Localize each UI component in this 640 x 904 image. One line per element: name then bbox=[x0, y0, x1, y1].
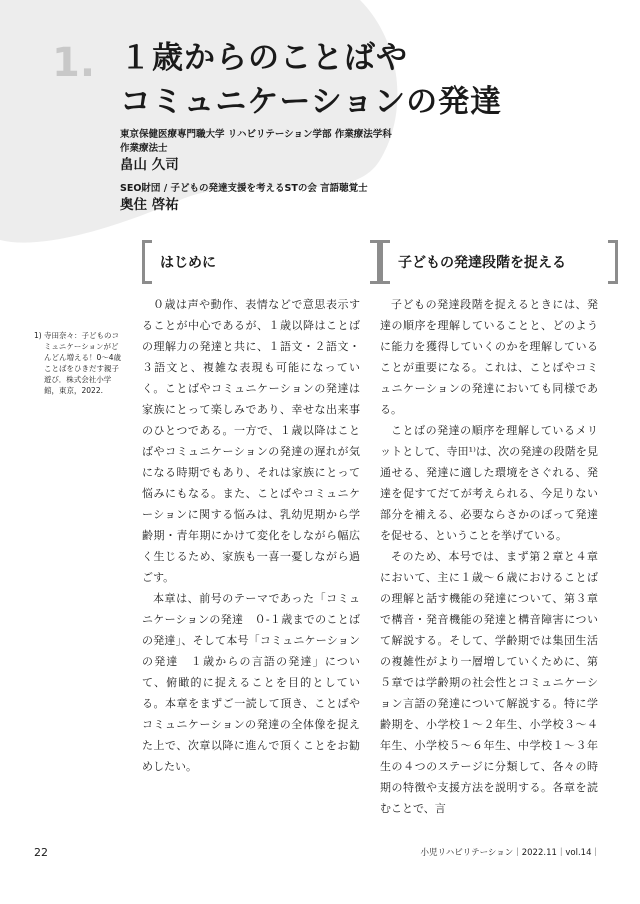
body-column-1 bbox=[142, 294, 360, 777]
author-name: 奥住 啓祐 bbox=[120, 197, 179, 213]
body-column-2 bbox=[380, 294, 598, 819]
footnote-text: 寺田奈々：子どものコミュニケーションがどんどん増える！0～4歳 ことばをひきだす親子遊び．株式会社小学館，東京，2022. bbox=[44, 331, 129, 395]
author-name: 畠山 久司 bbox=[120, 157, 179, 173]
paragraph: ０歳は声や動作、表情などで意思表示することが中心であるが、１歳以降はことばの理解力の発達と共に、１語文・２語文・３語文と、複雑な表現も可能になっていく。ことばやコミュニケーションの発達は家族にとって楽しみであり、幸せな出来事のひとつである。一方で、１歳以降はことばやコミュニケーションの発達の遅れが気になる時期でもあり、それは家族にとって悩みにもなる。また、ことばやコミュニケーションに関する悩みは、乳幼児期から学齢期・青年期にかけて変化をしながら幅広く生じるため、家族も一喜一憂しながら過ごす。 bbox=[142, 298, 360, 584]
author-block-1 bbox=[120, 128, 400, 174]
bracket-left bbox=[380, 240, 390, 284]
paragraph: ことばの発達の順序を理解しているメリットとして、寺田¹⁾は、次の発達の段階を見通せる、発達に適した環境をさぐれる、発達を促すてだてが考えられる、今足りない部分を補える、必要ならさかのぼって発達を促せる、ということを挙げている。 bbox=[380, 424, 598, 542]
chapter-title bbox=[120, 36, 502, 124]
author-affiliation-role: 作業療法士 bbox=[120, 143, 168, 154]
paragraph: そのため、本号では、まず第２章と４章において、主に１歳～６歳におけることばの理解と話す機能の発達について、第３章で構音・発音機能の発達と構音障害について解説する。そして、学齢期では集団生活の複雑性がより一層増していくために、第５章では学齢期の社会性とコミュニケーション言語の発達について解説する。特に学齢期を、小学校１～２年生、小学校３～４年生、小学校５～６年生、中学校１～３年生の４つのステージに分類して、各々の時期の特徴や支援方法を説明する。各章を読むことで、言 bbox=[380, 550, 598, 815]
footnote-number: 1) bbox=[34, 331, 42, 340]
section-heading-development-stages bbox=[380, 240, 618, 284]
chapter-title-line2: コミュニケーションの発達 bbox=[120, 84, 503, 120]
chapter-number: 1. bbox=[52, 40, 96, 86]
chapter-title-line1: １歳からのことばや bbox=[120, 40, 408, 76]
page-number: 22 bbox=[34, 846, 48, 859]
journal-footer: 小児リハビリテーション｜2022.11｜vol.14｜ bbox=[420, 848, 600, 858]
bracket-right bbox=[608, 240, 618, 284]
paragraph: 子どもの発達段階を捉えるときには、発達の順序を理解していることと、どのように能力を獲得していくのかを理解していることが重要になる。これは、ことばやコミュニケーションの発達においても同様である。 bbox=[380, 298, 598, 416]
author-block-2 bbox=[120, 182, 400, 214]
section-heading-label: はじめに bbox=[160, 255, 216, 271]
bracket-right bbox=[370, 240, 380, 284]
section-heading-intro bbox=[142, 240, 380, 284]
author-affiliation: 東京保健医療専門職大学 リハビリテーション学部 作業療法学科 bbox=[120, 129, 392, 140]
bracket-left bbox=[142, 240, 152, 284]
paragraph: 本章は、前号のテーマであった「コミュニケーションの発達 ０-１歳までのことばの発達」、そして本号「コミュニケーションの発達 １歳からの言語の発達」について、俯瞰的に捉えることを目的としている。本章をまずご一読して頂き、ことばやコミュニケーションの発達の全体像を捉えた上で、次章以降に進んで頂くことをお勧めしたい。 bbox=[142, 592, 360, 773]
author-affiliation: SEO財団 / 子どもの発達支援を考えるSTの会 言語聴覚士 bbox=[120, 183, 368, 194]
section-heading-label: 子どもの発達段階を捉える bbox=[398, 255, 566, 271]
footnote bbox=[34, 330, 129, 396]
